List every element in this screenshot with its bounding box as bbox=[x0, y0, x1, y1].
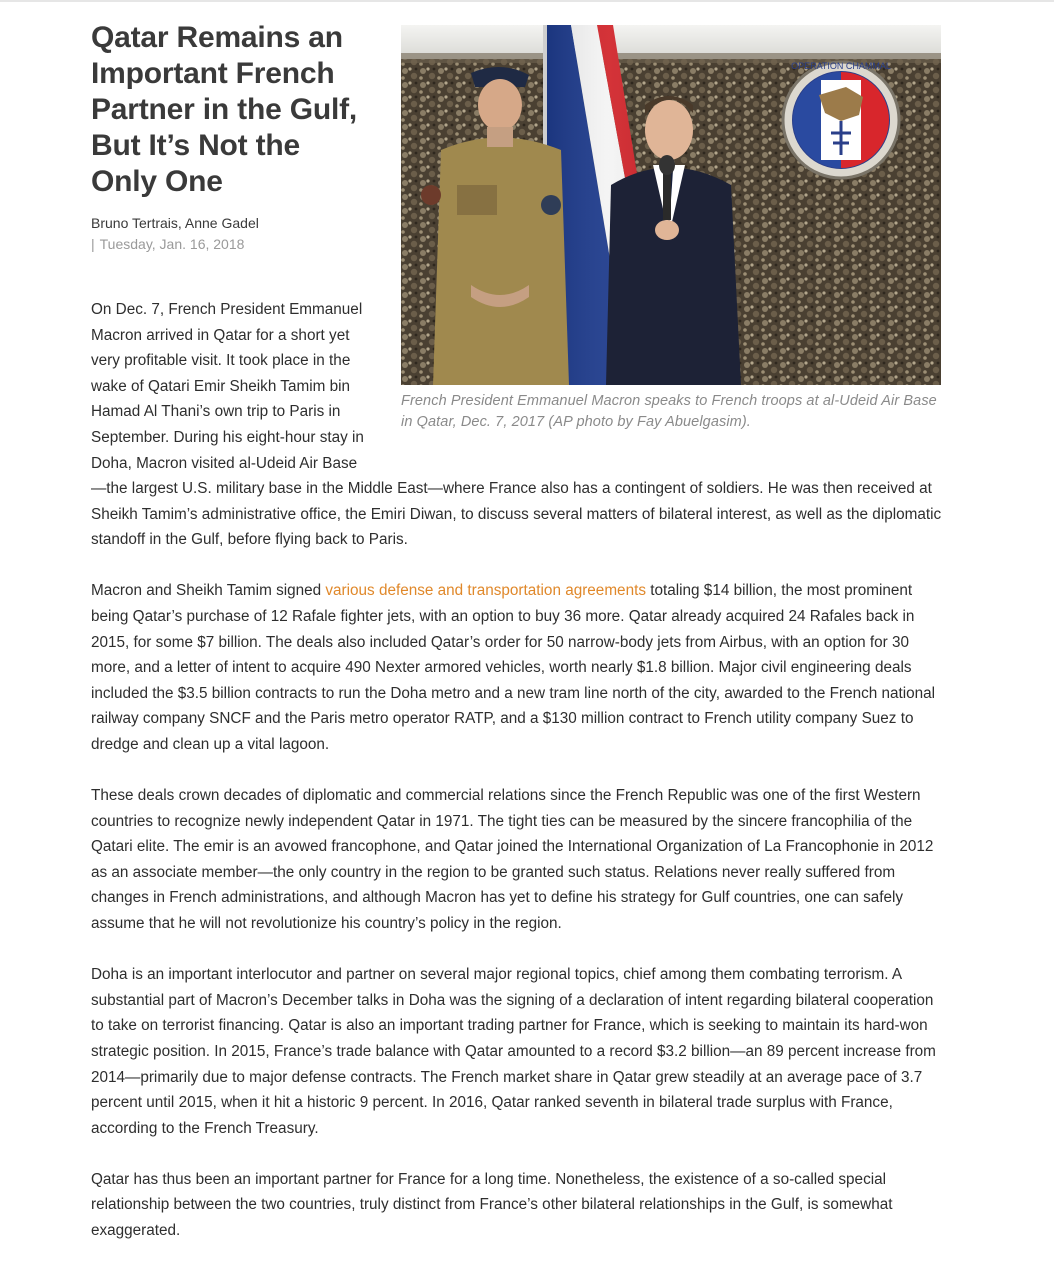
article bbox=[91, 20, 943, 1269]
paragraph-5: Qatar has thus been an important partner for France for a long time. Nonetheless, the existence of a so-called special relationship between the two countries, truly distinct from France’s other bilateral relationships in the Gulf, is somewhat exaggerated. bbox=[91, 1170, 893, 1239]
paragraph-2 bbox=[91, 578, 943, 757]
paragraph-2-end: totaling $14 billion, the most prominent being Qatar’s purchase of 12 Rafale fighter jets, with an option to buy 36 more. Qatar already acquired 24 Rafales back in 2015, for some $7 billion. The deals also included Qatar’s order for 50 narrow-body jets from Airbus, with an option for 30 more, and a letter of intent to acquire 490 Nexter armored vehicles, worth nearly $1.8 billion. Major civil engineering deals included the $3.5 billion contracts to run the Doha metro and a new tram line north of the city, awarded to the French national railway company SNCF and the Paris metro operator RATP, and a $130 million contract to French utility company Suez to dredge and clean up a vital lagoon. bbox=[91, 582, 936, 753]
paragraph-2-start: Macron and Sheikh Tamim signed bbox=[91, 582, 326, 600]
emblem-label: OPERATION CHAMMAL bbox=[791, 61, 891, 71]
date-text: Tuesday, Jan. 16, 2018 bbox=[99, 236, 245, 252]
article-body bbox=[91, 297, 943, 1244]
article-authors[interactable]: Bruno Tertrais, Anne Gadel bbox=[91, 215, 259, 231]
date-separator: | bbox=[91, 236, 95, 252]
paragraph-1: On Dec. 7, French President Emmanuel Macron arrived in Qatar for a short yet very profitable visit. It took place in the wake of Qatari Emir Sheikh Tamim bin Hamad Al Thani’s own trip to Paris in September. During his eight-hour stay in Doha, Macron visited al-Udeid Air Base—the largest U.S. military base in the Middle East—where France also has a contingent of soldiers. He was then received at Sheikh Tamim’s administrative office, the Emiri Diwan, to discuss several matters of bilateral interest, as well as the diplomatic standoff in the Gulf, before flying back to Paris. bbox=[91, 301, 942, 549]
photo-caption: French President Emmanuel Macron speaks to French troops at al-Udeid Air Base in Qatar, Dec. 7, 2017 (AP photo by Fay Abuelgasim). bbox=[401, 393, 937, 430]
agreements-link[interactable]: various defense and transportation agreements bbox=[325, 582, 646, 600]
article-photo[interactable] bbox=[401, 25, 941, 385]
paragraph-3: These deals crown decades of diplomatic and commercial relations since the French Republic was one of the first Western countries to recognize newly independent Qatar in 1971. The tight ties can be measured by the sincere francophilia of the Qatari elite. The emir is an avowed francophone, and Qatar joined the International Organization of La Francophonie in 2012 as an associate member—the only country in the region to be granted such status. Relations never really suffered from changes in French administrations, and although Macron has yet to define his strategy for Gulf countries, one can safely assume that he will not revolutionize his country’s policy in the region. bbox=[91, 787, 934, 933]
article-figure bbox=[401, 25, 943, 433]
paragraph-4: Doha is an important interlocutor and partner on several major regional topics, chief among them combating terrorism. A substantial part of Macron’s December talks in Doha was the signing of a declaration of intent regarding bilateral cooperation to take on terrorist financing. Qatar is also an important trading partner for France, which is seeking to maintain its hard-won strategic position. In 2015, France’s trade balance with Qatar amounted to a record $3.2 billion—an 89 percent increase from 2014—primarily due to major defense contracts. The French market share in Qatar grew steadily at an average pace of 3.7 percent until 2015, when it hit a historic 9 percent. In 2016, Qatar ranked seventh in bilateral trade surplus with France, according to the French Treasury. bbox=[91, 966, 936, 1137]
article-title: Qatar Remains an Important French Partner in the Gulf, But It’s Not the Only One bbox=[91, 21, 358, 198]
top-divider bbox=[0, 0, 1054, 2]
